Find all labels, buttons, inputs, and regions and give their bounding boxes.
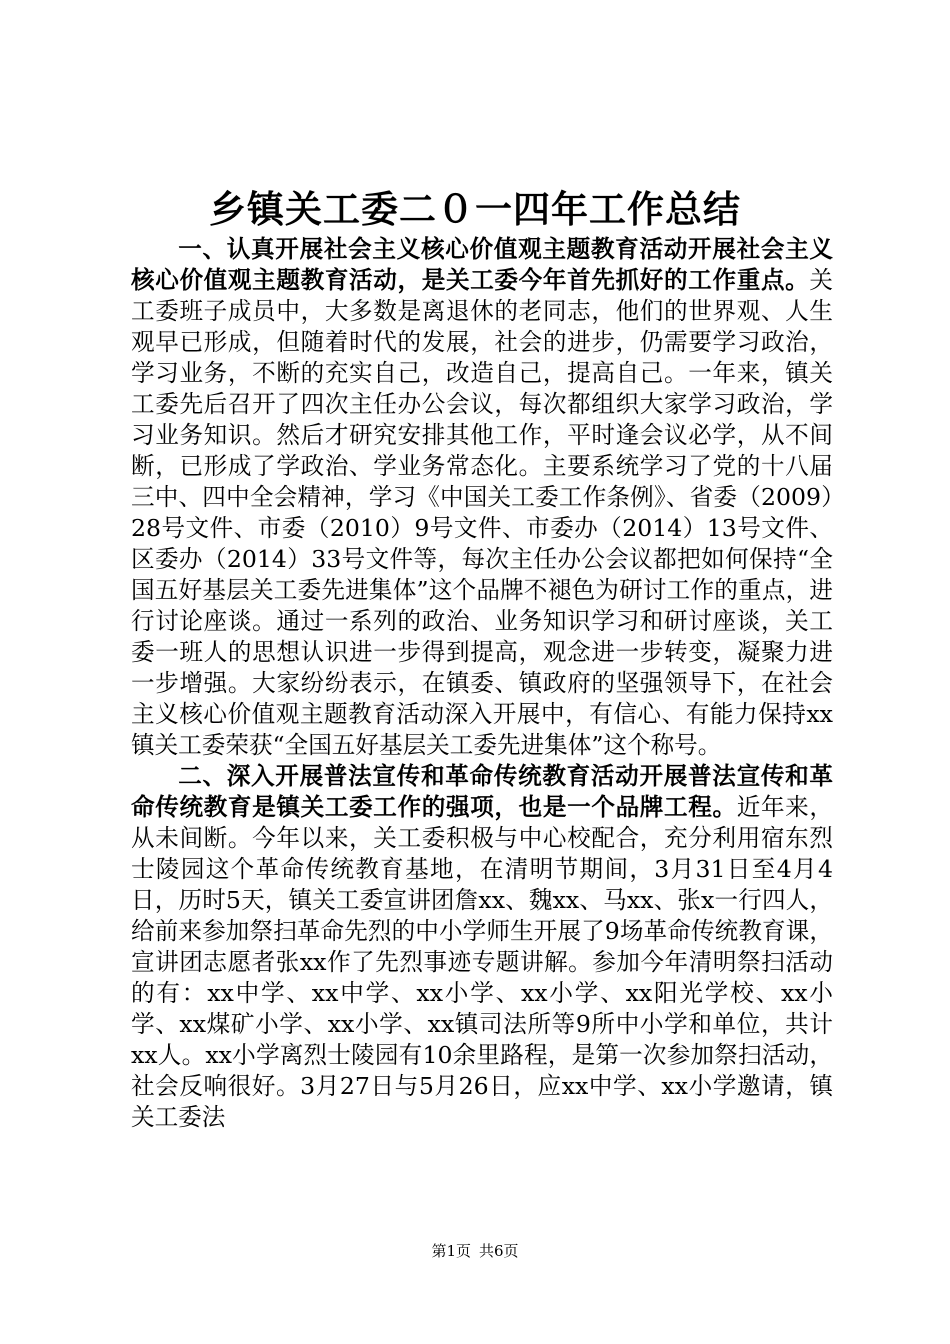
page-title: 乡镇关工委二０一四年工作总结 [209, 187, 741, 231]
paragraph-2 [131, 761, 833, 1133]
paragraph-1 [131, 234, 833, 761]
paragraph-2-body: 近年来，从未间断。今年以来，关工委积极与中心校配合，充分利用宿东烈士陵园这个革命传统教育基地，在清明节期间，3月31日至4月4日，历时5天，镇关工委宣讲团詹xx、魏xx、马xx、张x一行四人，给前来参加祭扫革命先烈的中小学师生开展了9场革命传统教育课，宣讲团志愿者张xx作了先烈事迹专题讲解。参加今年清明祭扫活动的有：xx中学、xx中学、xx小学、xx小学、xx阳光学校、xx小学、xx煤矿小学、xx小学、xx镇司法所等9所中小学和单位，共计xx人。xx小学离烈士陵园有10余里路程，是第一次参加祭扫活动，社会反响很好。3月27日与5月26日，应xx中学、xx小学邀请，镇关工委法 [131, 793, 833, 1131]
page-total: 共6页 [479, 1242, 519, 1260]
document-body [131, 234, 833, 1133]
paragraph-2-heading: 二、深入开展普法宣传和革命传统教育活动开展普法宣传和革命传统教育是镇关工委工作的强项，也是一个品牌工程。 [131, 762, 833, 821]
paragraph-1-body: 关工委班子成员中，大多数是离退休的老同志，他们的世界观、人生观早已形成，但随着时代的发展，社会的进步，仍需要学习政治，学习业务，不断的充实自己，改造自己，提高自己。一年来，镇关工委先后召开了四次主任办公会议，每次都组织大家学习政治，学习业务知识。然后才研究安排其他工作，平时逢会议必学，从不间断，已形成了学政治、学业务常态化。主要系统学习了党的十八届三中、四中全会精神，学习《中国关工委工作条例》、省委（2009）28号文件、市委（2010）9号文件、市委办（2014）13号文件、区委办（2014）33号文件等，每次主任办公会议都把如何保持“全国五好基层关工委先进集体”这个品牌不褪色为研讨工作的重点，进行讨论座谈。通过一系列的政治、业务知识学习和研讨座谈，关工委一班人的思想认识进一步得到提高，观念进一步转变，凝聚力进一步增强。大家纷纷表示，在镇委、镇政府的坚强领导下，在社会主义核心价值观主题教育活动深入开展中，有信心、有能力保持xx镇关工委荣获“全国五好基层关工委先进集体”这个称号。 [131, 266, 833, 759]
paragraph-1-heading: 一、认真开展社会主义核心价值观主题教育活动开展社会主义核心价值观主题教育活动，是关工委今年首先抓好的工作重点。 [131, 235, 833, 294]
page-footer [0, 1241, 950, 1261]
page-number: 第1页 [431, 1242, 471, 1260]
